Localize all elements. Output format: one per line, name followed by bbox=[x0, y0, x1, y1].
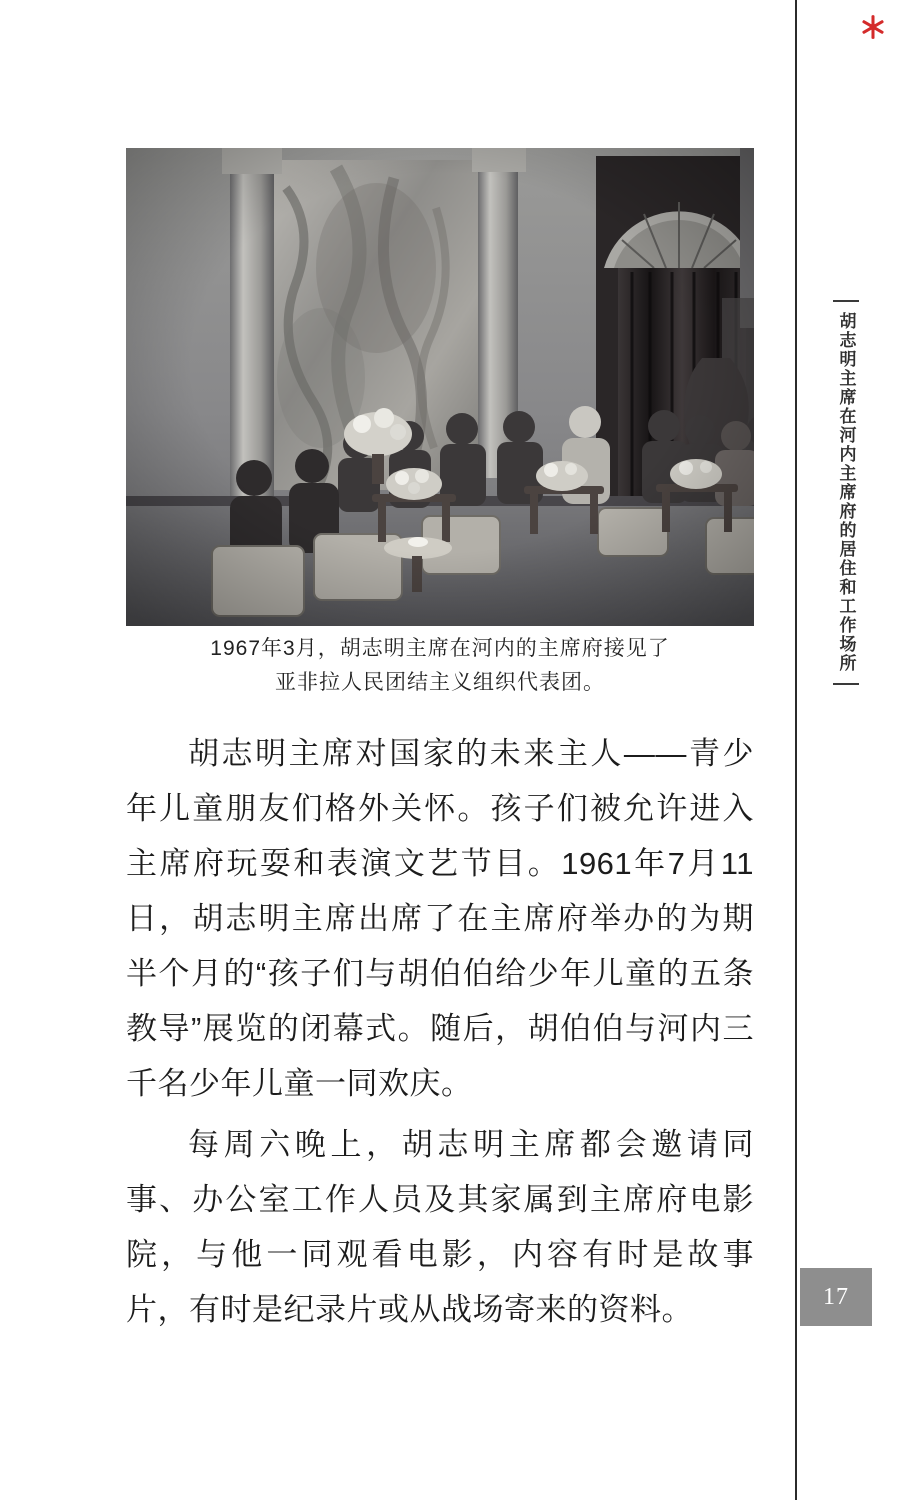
running-head-rule-top bbox=[833, 300, 859, 302]
paragraph-1: 胡志明主席对国家的未来主人——青少年儿童朋友们格外关怀。孩子们被允许进入主席府玩耍和表演文艺节目。1961年7月11日，胡志明主席出席了在主席府举办的为期半个月的“孩子们与胡伯伯给少年儿童的五条教导”展览的闭幕式。随后，胡伯伯与河内三千名少年儿童一同欢庆。 bbox=[126, 736, 754, 1101]
page-number-label: 17 bbox=[823, 1283, 849, 1310]
content-column bbox=[126, 0, 754, 1500]
vertical-divider-rule bbox=[795, 0, 797, 1500]
running-head-label: 胡志明主席在河内主席府的居住和工作场所 bbox=[836, 312, 856, 673]
asterisk-flower-icon bbox=[860, 14, 886, 40]
figure-caption bbox=[126, 632, 754, 700]
body-text bbox=[126, 726, 754, 1343]
caption-line-2: 亚非拉人民团结主义组织代表团。 bbox=[275, 671, 605, 694]
running-head-rule-bottom bbox=[833, 683, 859, 685]
paragraph-2: 每周六晚上，胡志明主席都会邀请同事、办公室工作人员及其家属到主席府电影院，与他一同观看电影，内容有时是故事片，有时是纪录片或从战场寄来的资料。 bbox=[126, 1127, 754, 1327]
running-head bbox=[806, 300, 886, 860]
page-number-tab bbox=[800, 1268, 872, 1326]
photo-image bbox=[126, 148, 754, 626]
caption-line-1: 1967年3月，胡志明主席在河内的主席府接见了 bbox=[210, 637, 670, 660]
figure-photo bbox=[126, 148, 754, 626]
